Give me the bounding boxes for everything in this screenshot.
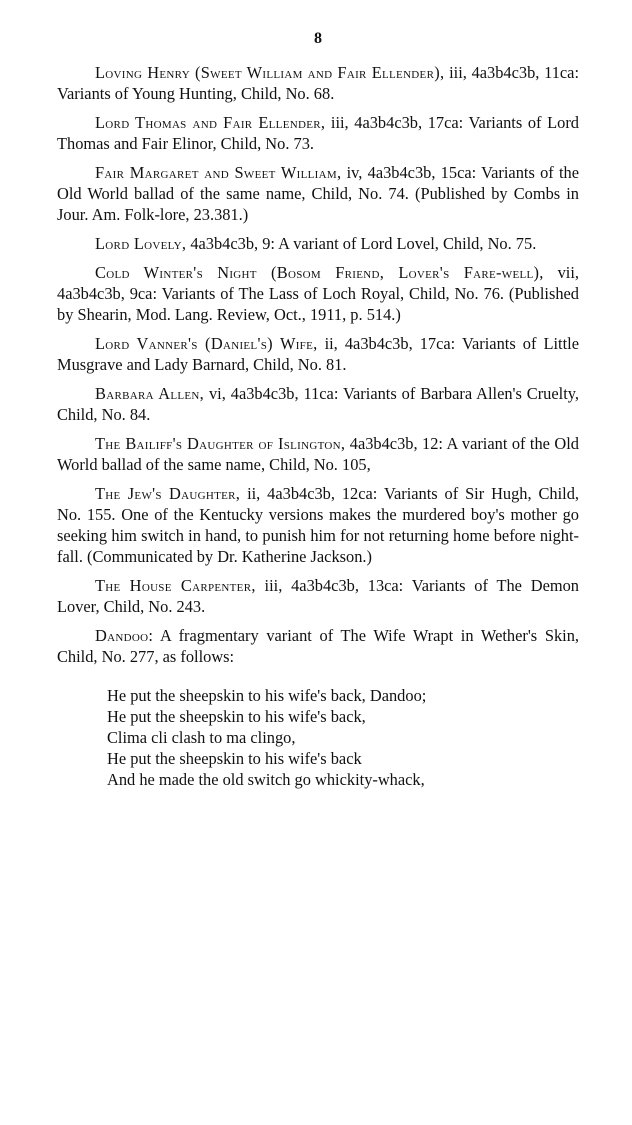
ballad-title: Barbara Allen, bbox=[95, 384, 205, 403]
ballad-title: Dandoo: bbox=[95, 626, 154, 645]
ballad-title: The Jew's Daughter, bbox=[95, 484, 241, 503]
ballad-title: Fair Margaret and Sweet William, bbox=[95, 163, 342, 182]
ballad-entry-house-carpenter bbox=[57, 575, 579, 617]
ballad-title: Lord Lovely, bbox=[95, 234, 187, 253]
ballad-description: vi, 4a3b4c3b, 11ca: Variants of Barbara Allen's Cruelty, Child, No. 84. bbox=[57, 384, 579, 424]
ballad-title: The Bailiff's Daughter of Islington, bbox=[95, 434, 346, 453]
page-number: 8 bbox=[314, 30, 322, 47]
ballad-entry-loving-henry bbox=[57, 62, 579, 104]
ballad-description: A fragmentary variant of The Wife Wrapt in Wether's Skin, Child, No. 277, as follows: bbox=[57, 626, 579, 666]
ballad-entry-fair-margaret bbox=[57, 162, 579, 225]
document-page bbox=[57, 30, 579, 790]
ballad-description: vii, 4a3b4c3b, 9ca: Variants of The Lass of Loch Royal, Child, No. 76. (Published by Shearin, Mod. Lang. Review, Oct., 1911, p. 514.) bbox=[57, 263, 579, 324]
ballad-description: ii, 4a3b4c3b, 17ca: Variants of Little Musgrave and Lady Barnard, Child, No. 81. bbox=[57, 334, 579, 374]
ballad-entry-cold-winters-night bbox=[57, 262, 579, 325]
ballad-description: iii, 4a3b4c3b, 11ca: Variants of Young Hunting, Child, No. 68. bbox=[57, 63, 579, 103]
verse-line: He put the sheepskin to his wife's back bbox=[107, 749, 362, 768]
ballad-description: iii, 4a3b4c3b, 13ca: Variants of The Demon Lover, Child, No. 243. bbox=[57, 576, 579, 616]
ballad-entry-bailiffs-daughter bbox=[57, 433, 579, 475]
ballad-title: Loving Henry (Sweet William and Fair Ellender), bbox=[95, 63, 445, 82]
ballad-entry-lord-vanners-wife bbox=[57, 333, 579, 375]
verse-line: He put the sheepskin to his wife's back, Dandoo; bbox=[107, 686, 427, 705]
ballad-entry-jews-daughter bbox=[57, 483, 579, 567]
ballad-entry-lord-thomas bbox=[57, 112, 579, 154]
ballad-entry-lord-lovely bbox=[57, 233, 579, 254]
ballad-title: Lord Vanner's (Daniel's) Wife, bbox=[95, 334, 318, 353]
ballad-title: Lord Thomas and Fair Ellender, bbox=[95, 113, 326, 132]
ballad-description: iv, 4a3b4c3b, 15ca: Variants of the Old World ballad of the same name, Child, No. 74. (Published by Combs in Jour. Am. Folk-lore, 23.381.) bbox=[57, 163, 579, 224]
ballad-description: 4a3b4c3b, 9: A variant of Lord Lovel, Child, No. 75. bbox=[186, 234, 537, 253]
ballad-entry-barbara-allen bbox=[57, 383, 579, 425]
ballad-title: Cold Winter's Night (Bosom Friend, Lover's Fare-well), bbox=[95, 263, 544, 282]
verse-block bbox=[107, 685, 579, 790]
ballad-description: iii, 4a3b4c3b, 17ca: Variants of Lord Thomas and Fair Elinor, Child, No. 73. bbox=[57, 113, 579, 153]
ballad-description: ii, 4a3b4c3b, 12ca: Variants of Sir Hugh, Child, No. 155. One of the Kentucky versions makes the murdered boy's mother go seeking him switch in hand, to punish him for not returning home before night-fall. (Communicated by Dr. Katherine Jackson.) bbox=[57, 484, 580, 566]
ballad-description: 4a3b4c3b, 12: A variant of the Old World ballad of the same name, Child, No. 105, bbox=[57, 434, 579, 474]
ballad-title: The House Carpenter, bbox=[95, 576, 256, 595]
verse-line: He put the sheepskin to his wife's back, bbox=[107, 707, 366, 726]
ballad-entry-dandoo bbox=[57, 625, 579, 667]
verse-line: Clima cli clash to ma clingo, bbox=[107, 728, 296, 747]
verse-line: And he made the old switch go whickity-whack, bbox=[107, 770, 425, 789]
